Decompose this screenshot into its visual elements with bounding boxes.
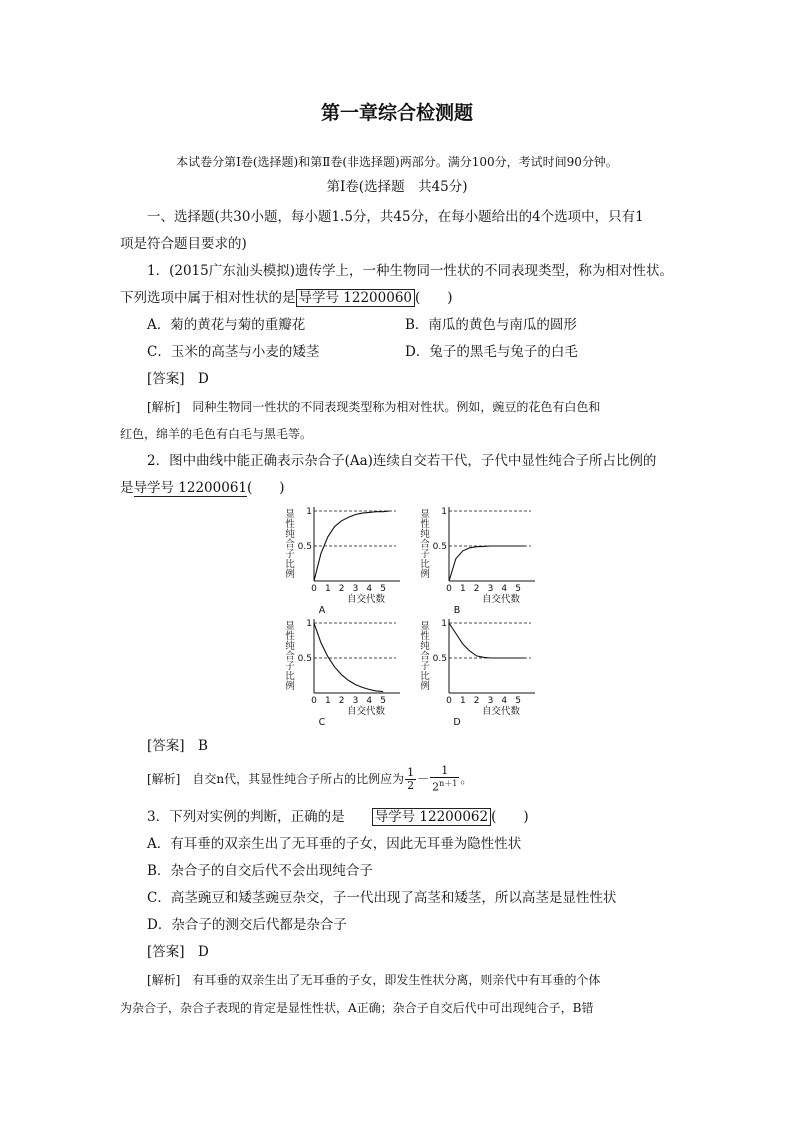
- q2-figure: [270, 505, 540, 730]
- chart-c-xlabel: 自交代数: [346, 706, 386, 717]
- chart-d-ylabel-char: 显: [420, 621, 430, 632]
- q1-explanation-label: [解析]: [147, 400, 181, 414]
- q1-stem-line1: 1．(2015广东汕头模拟)遗传学上，一种生物同一性状的不同表现类型，称为相对性状。: [147, 263, 673, 279]
- chart-a-ylabel-char: 子: [285, 549, 295, 560]
- chart-d-xtick: 1: [459, 696, 466, 706]
- chart-d-xtick: 3: [487, 696, 494, 706]
- chart-c-xtick: 3: [352, 696, 359, 706]
- q3-explanation-line2: 为杂合子，杂合子表现的肯定是显性性状，A正确；杂合子自交后代中可出现纯合子，B错: [120, 1001, 594, 1015]
- q3-explanation-label: [解析]: [147, 973, 181, 987]
- q3-stem-prefix: 3．下列对实例的判断，正确的是: [147, 809, 345, 825]
- chart-c-ytick: 1: [306, 619, 312, 629]
- chart-d-ylabel-char: 性: [420, 631, 430, 642]
- chart-d-ylabel-char: 例: [420, 681, 430, 692]
- chart-c-ylabel-char: 例: [285, 681, 295, 692]
- part-instructions-line1: 一、选择题(共30小题，每小题1.5分，共45分，在每小题给出的4个选项中，只有1: [147, 209, 644, 225]
- chart-b-ylabel-char: 性: [420, 519, 430, 530]
- chart-d-xtick: 2: [473, 696, 480, 706]
- chart-b-ylabel-char: 子: [420, 549, 430, 560]
- chart-d-ylabel-char: 纯: [420, 641, 430, 652]
- chart-b-xtick: 4: [501, 584, 508, 594]
- q2-stem-line1: 2．图中曲线中能正确表示杂合子(Aa)连续自交若干代，子代中显性纯合子所占比例的: [147, 453, 657, 469]
- chart-a-xtick: 5: [380, 584, 386, 594]
- chart-c-xtick: 5: [380, 696, 386, 706]
- chart-d-ylabel-char: 子: [420, 661, 430, 672]
- q3-answer: [147, 943, 209, 961]
- chart-d-ytick: 0.5: [432, 654, 447, 664]
- chart-b-xtick: 5: [515, 584, 521, 594]
- chart-d-xtick: 0: [446, 696, 452, 706]
- chart-c-title: C: [318, 717, 326, 728]
- chart-a-ytick: 0.5: [297, 542, 312, 552]
- q2-explanation-text: 自交n代，其显性纯合子所占的比例应为: [192, 771, 405, 786]
- q1-ref-link[interactable]: 导学号 12200060: [296, 289, 416, 307]
- chart-c-ylabel-char: 子: [285, 661, 295, 672]
- q2-answer: [147, 737, 208, 755]
- q2-fraction-2: $\frac{1}{2^{n+1}}$: [432, 764, 458, 794]
- chart-b-ytick: 1: [441, 507, 447, 517]
- chart-b-xtick: 1: [459, 584, 466, 594]
- chart-b-ylabel-char: 例: [420, 569, 430, 580]
- chart-c-xtick: 1: [324, 696, 331, 706]
- q3-option-a: A．有耳垂的双亲生出了无耳垂的子女，因此无耳垂为隐性性状: [147, 836, 522, 852]
- q1-stem-line2: [120, 289, 453, 307]
- q1-explanation-line1: [147, 398, 600, 416]
- q1-option-d: D．兔子的黑毛与兔子的白毛: [405, 344, 578, 360]
- chart-a-ylabel-char: 比: [285, 559, 295, 570]
- chart-d-ytick: 1: [441, 619, 447, 629]
- q1-option-b: B．南瓜的黄色与南瓜的圆形: [405, 317, 577, 333]
- q3-option-b: B．杂合子的自交后代不会出现纯合子: [147, 863, 373, 879]
- q2-answer-value: B: [198, 738, 208, 754]
- exam-intro: 本试卷分第Ⅰ卷(选择题)和第Ⅱ卷(非选择题)两部分。满分100分，考试时间90分钟。: [176, 155, 618, 169]
- chart-c-curve: [314, 623, 383, 692]
- section-header: 第Ⅰ卷(选择题 共45分): [326, 179, 468, 195]
- q2-blank: ( ): [247, 480, 285, 496]
- chart-a-xtick: 3: [352, 584, 359, 594]
- chart-d-ylabel-char: 比: [420, 671, 430, 682]
- chart-b-ylabel-char: 纯: [420, 529, 430, 540]
- q1-option-a: A．菊的黄花与菊的重瓣花: [147, 317, 306, 333]
- q1-answer-value: D: [198, 371, 209, 387]
- chart-c-xtick: 2: [338, 696, 345, 706]
- chart-a-xtick: 0: [311, 584, 317, 594]
- chart-b-title: B: [453, 605, 461, 616]
- q1-blank: ( ): [415, 290, 453, 306]
- chart-b-ylabel-char: 比: [420, 559, 430, 570]
- chart-c-ylabel-char: 纯: [285, 641, 295, 652]
- chart-b-xtick: 3: [487, 584, 494, 594]
- chart-a-ylabel-char: 性: [285, 519, 295, 530]
- q3-answer-label: [答案]: [147, 944, 185, 960]
- q3-blank: ( ): [491, 809, 529, 825]
- q3-option-d: D．杂合子的测交后代都是杂合子: [147, 917, 347, 933]
- chart-b-ytick: 0.5: [432, 542, 447, 552]
- chart-c-ylabel-char: 合: [285, 651, 295, 662]
- q1-answer: [147, 370, 209, 388]
- chart-a-ytick: 1: [306, 507, 312, 517]
- q2-explanation-label: [解析]: [147, 771, 181, 786]
- chart-a-xtick: 2: [338, 584, 345, 594]
- chart-a-xtick: 1: [324, 584, 331, 594]
- chart-c-ylabel-char: 显: [285, 621, 295, 632]
- chart-a-xtick: 4: [366, 584, 373, 594]
- chart-b-ylabel-char: 合: [420, 539, 430, 550]
- q3-answer-value: D: [198, 944, 209, 960]
- q1-answer-label: [答案]: [147, 371, 185, 387]
- chart-d-ylabel-char: 合: [420, 651, 430, 662]
- chart-b-curve: [449, 546, 525, 581]
- chart-d-xtick: 5: [515, 696, 521, 706]
- chart-b-xlabel: 自交代数: [481, 594, 521, 605]
- chart-c-ylabel-char: 比: [285, 671, 295, 682]
- q3-option-c: C．高茎豌豆和矮茎豌豆杂交，子一代出现了高茎和矮茎，所以高茎是显性性状: [147, 890, 617, 906]
- q3-ref-link[interactable]: 导学号 12200062: [372, 808, 492, 826]
- chart-b-xtick: 2: [473, 584, 480, 594]
- chart-d-xtick: 4: [501, 696, 508, 706]
- q1-stem-prefix: 下列选项中属于相对性状的是: [120, 290, 296, 306]
- q2-ref-link[interactable]: 导学号 12200061: [133, 480, 248, 496]
- chart-a-ylabel-char: 合: [285, 539, 295, 550]
- q1-option-c: C．玉米的高茎与小麦的矮茎: [147, 344, 320, 360]
- q2-stem-prefix: 是: [120, 480, 134, 496]
- chart-c-xtick: 0: [311, 696, 317, 706]
- q1-explanation-line2: 红色，绵羊的毛色有白毛与黑毛等。: [120, 427, 313, 441]
- chart-c-ylabel-char: 性: [285, 631, 295, 642]
- chart-a-ylabel-char: 显: [285, 509, 295, 520]
- chart-b-ylabel-char: 显: [420, 509, 430, 520]
- page-title: 第一章综合检测题: [320, 102, 473, 124]
- chart-c-xtick: 4: [366, 696, 373, 706]
- chart-a-title: A: [318, 605, 326, 616]
- q2-fraction-1: $\frac{1}{2}$: [407, 765, 415, 792]
- chart-a-ylabel-char: 例: [285, 569, 295, 580]
- chart-d-title: D: [453, 717, 461, 728]
- chart-a-xlabel: 自交代数: [346, 594, 386, 605]
- chart-d-curve: [449, 623, 525, 658]
- part-instructions-line2: 项是符合题目要求的): [120, 236, 247, 252]
- q2-stem-line2: [120, 479, 285, 497]
- q3-explanation-line1: [147, 971, 600, 989]
- q2-answer-label: [答案]: [147, 738, 185, 754]
- q3-stem: [147, 808, 529, 826]
- chart-d-xlabel: 自交代数: [481, 706, 521, 717]
- q3-explanation-text: 有耳垂的双亲生出了无耳垂的子女，即发生性状分离，则亲代中有耳垂的个体: [192, 973, 601, 987]
- chart-b-xtick: 0: [446, 584, 452, 594]
- chart-c-ytick: 0.5: [297, 654, 312, 664]
- q1-explanation-text: 同种生物同一性状的不同表现类型称为相对性状。例如，豌豆的花色有白色和: [192, 400, 601, 414]
- chart-a-ylabel-char: 纯: [285, 529, 295, 540]
- q2-explanation: [解析] 自交n代，其显性纯合子所占的比例应为 $\frac{1}{2}$ － $\frac{1}{2^{n+1}}$ 。: [147, 764, 473, 794]
